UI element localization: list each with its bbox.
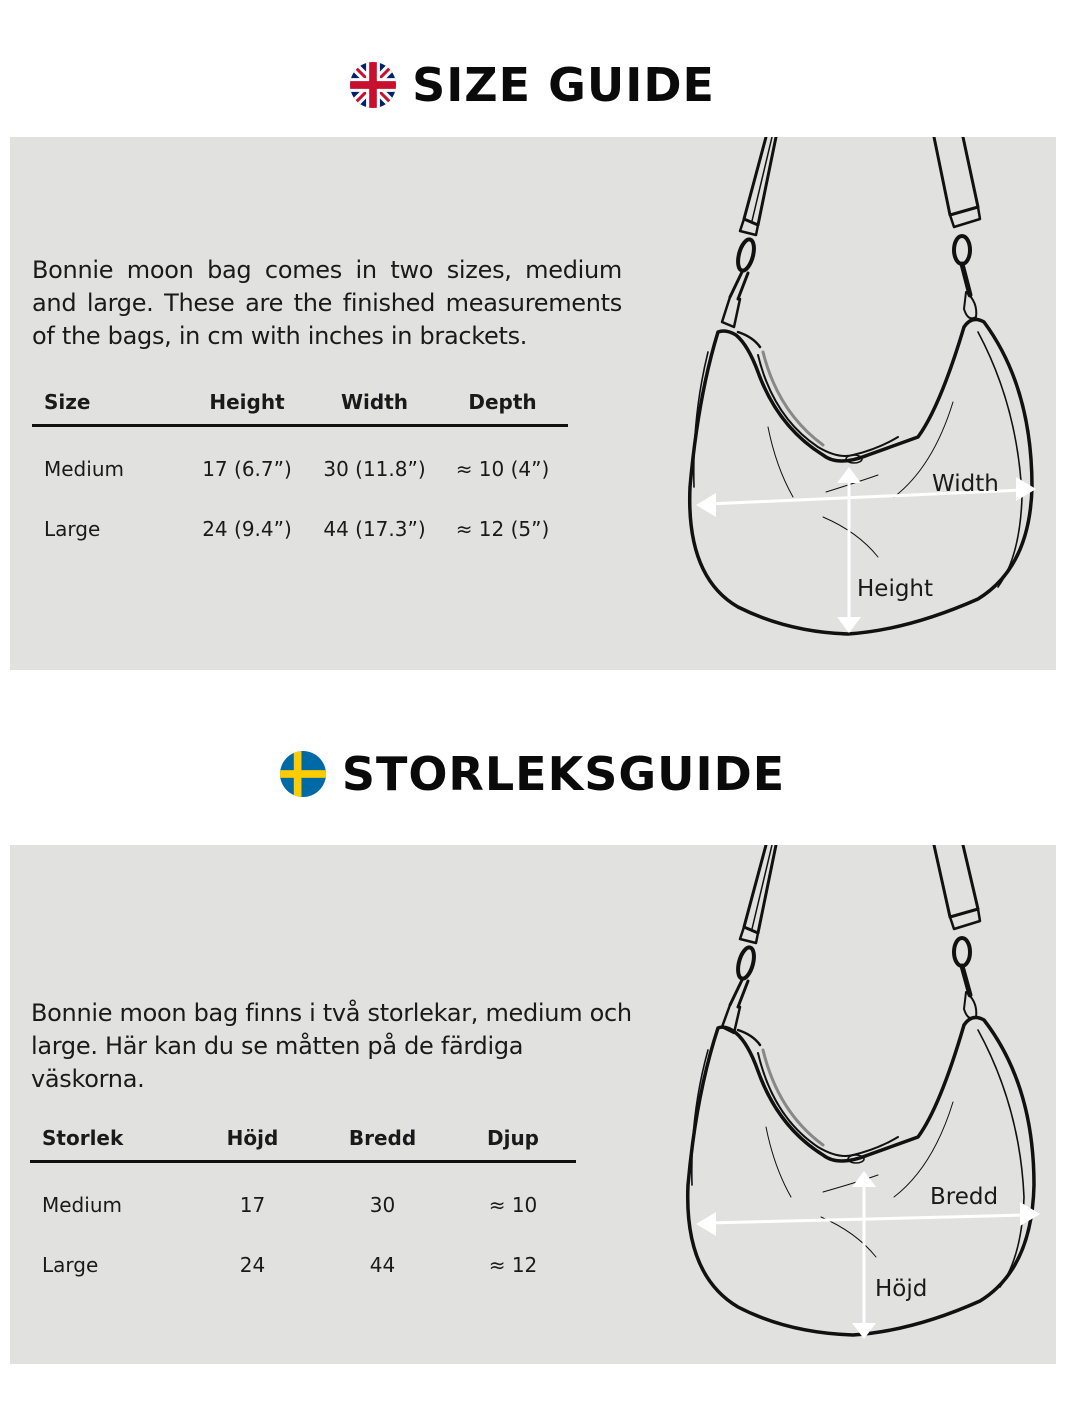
- sweden-flag-icon: [280, 751, 326, 797]
- bag-illustration-icon: [678, 137, 1048, 670]
- storlek-table: [30, 1116, 576, 1295]
- size-guide-heading: [0, 58, 1065, 112]
- column-header-height: Height: [182, 380, 312, 426]
- width-label: Bredd: [930, 1184, 999, 1210]
- uk-flag-icon: [350, 62, 396, 108]
- table-row: [30, 1162, 576, 1236]
- size-cell: Medium: [42, 1193, 122, 1217]
- height-cell: 24: [239, 1253, 266, 1277]
- table-header-row: [30, 1116, 576, 1162]
- bag-diagram: [678, 845, 1048, 1364]
- column-header-hojd: Höjd: [190, 1116, 315, 1162]
- column-header-bredd: Bredd: [315, 1116, 450, 1162]
- column-header-storlek: Storlek: [30, 1116, 190, 1162]
- storleksguide-panel: [10, 845, 1056, 1364]
- size-cell: Medium: [44, 457, 124, 481]
- bag-diagram: [678, 137, 1048, 670]
- column-header-size: Size: [32, 380, 182, 426]
- height-label: Height: [857, 576, 934, 602]
- height-cell: 17 (6.7”): [202, 457, 292, 481]
- storleksguide-heading: [0, 747, 1065, 801]
- width-cell: 44 (17.3”): [323, 517, 426, 541]
- height-label: Höjd: [875, 1276, 928, 1302]
- width-label: Width: [932, 471, 999, 497]
- height-cell: 24 (9.4”): [202, 517, 292, 541]
- bag-illustration-icon: [678, 845, 1048, 1364]
- column-header-width: Width: [312, 380, 437, 426]
- size-cell: Large: [42, 1253, 99, 1277]
- table-row: [32, 426, 568, 500]
- table-row: [30, 1235, 576, 1295]
- width-cell: 30: [369, 1193, 396, 1217]
- table-header-row: [32, 380, 568, 426]
- section-title: STORLEKSGUIDE: [341, 747, 786, 801]
- depth-cell: ≈ 12: [488, 1253, 538, 1277]
- size-description: Bonnie moon bag comes in two sizes, medium and large. These are the finished measurements of the bags, in cm with inches in brackets.: [32, 256, 622, 350]
- depth-cell: ≈ 12 (5”): [455, 517, 550, 541]
- column-header-djup: Djup: [450, 1116, 576, 1162]
- height-cell: 17: [239, 1193, 266, 1217]
- column-header-depth: Depth: [437, 380, 568, 426]
- width-cell: 30 (11.8”): [323, 457, 426, 481]
- size-guide-panel: [10, 137, 1056, 670]
- depth-cell: ≈ 10 (4”): [455, 457, 550, 481]
- storlek-description: Bonnie moon bag finns i två storlekar, medium och large. Här kan du se måtten på de färdiga väskorna.: [31, 999, 632, 1093]
- size-cell: Large: [44, 517, 101, 541]
- depth-cell: ≈ 10: [488, 1193, 538, 1217]
- size-table: [32, 380, 568, 559]
- table-row: [32, 499, 568, 559]
- page-title: SIZE GUIDE: [412, 58, 715, 112]
- width-cell: 44: [369, 1253, 396, 1277]
